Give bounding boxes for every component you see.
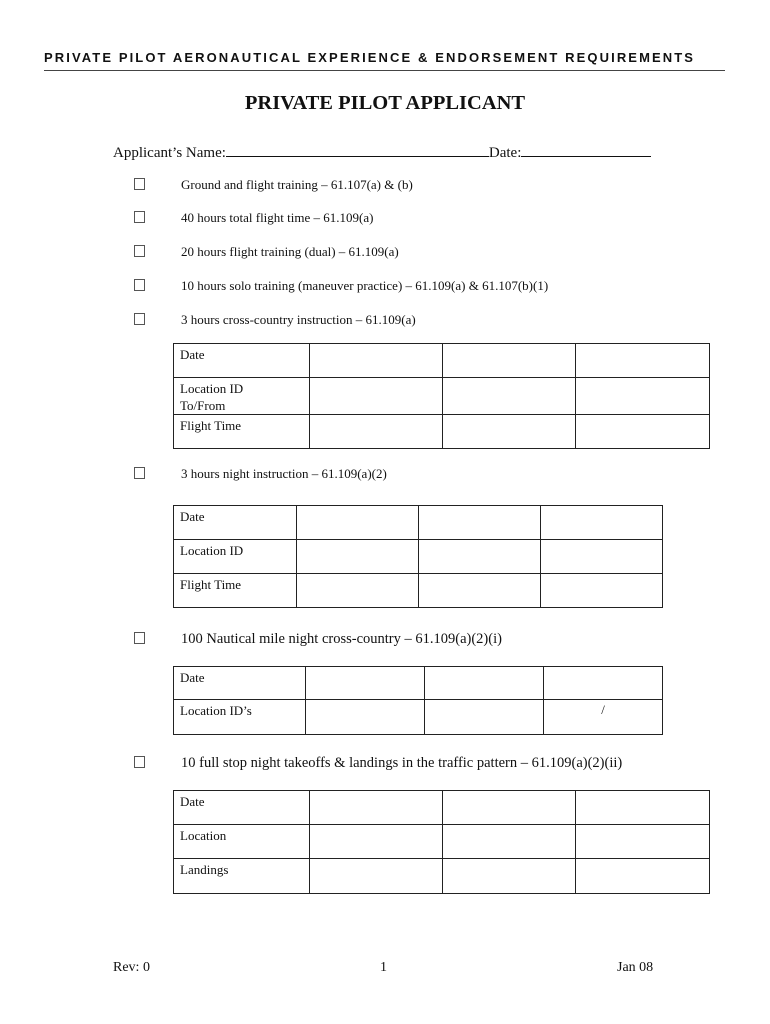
checkbox[interactable] <box>134 211 145 223</box>
checkbox[interactable] <box>134 178 145 190</box>
date-label: Date <box>174 667 306 700</box>
table-cell[interactable] <box>443 378 575 415</box>
cross-country-table <box>173 343 710 449</box>
table-cell[interactable] <box>310 859 443 894</box>
flight-time-label: Flight Time <box>174 415 310 449</box>
date-label: Date <box>174 791 310 825</box>
table-cell[interactable] <box>443 859 575 894</box>
table-cell[interactable] <box>575 415 709 449</box>
requirement-label: 3 hours cross-country instruction – 61.109(a) <box>181 312 416 327</box>
checkbox[interactable] <box>134 756 145 768</box>
table-cell[interactable] <box>419 574 541 608</box>
location-label <box>174 378 310 415</box>
requirement-item <box>134 755 622 772</box>
applicant-name-field[interactable] <box>226 142 489 157</box>
header-rule <box>44 70 725 71</box>
table-cell[interactable] <box>425 700 544 735</box>
requirement-item <box>134 631 502 648</box>
table-cell[interactable] <box>310 791 443 825</box>
table-cell[interactable] <box>419 540 541 574</box>
table-cell[interactable] <box>544 700 663 735</box>
requirement-label: 10 full stop night takeoffs & landings in the traffic pattern – 61.109(a)(2)(ii) <box>181 755 623 771</box>
date-label: Date: <box>488 145 522 161</box>
requirement-label: 100 Nautical mile night cross-country – 61.109(a)(2)(i) <box>181 631 502 647</box>
night-instruction-table <box>173 505 663 608</box>
applicant-date-field[interactable] <box>521 142 651 157</box>
table-cell[interactable] <box>310 378 443 415</box>
to-from-label: To/From <box>180 398 226 413</box>
checkbox[interactable] <box>134 467 145 479</box>
table-cell[interactable] <box>310 415 443 449</box>
requirement-label: 40 hours total flight time – 61.109(a) <box>181 210 374 225</box>
checkbox[interactable] <box>134 245 145 257</box>
night-cross-country-table <box>173 666 663 735</box>
requirement-item <box>134 278 548 294</box>
table-cell[interactable] <box>306 667 425 700</box>
table-cell[interactable] <box>575 825 709 859</box>
landings-label: Landings <box>174 859 310 894</box>
footer-page-number: 1 <box>380 960 387 975</box>
table-cell[interactable] <box>443 415 575 449</box>
requirement-item <box>134 244 399 260</box>
slash-separator: / <box>601 702 605 717</box>
table-cell[interactable] <box>306 700 425 735</box>
table-cell[interactable] <box>443 825 575 859</box>
table-cell[interactable] <box>541 506 663 540</box>
table-cell[interactable] <box>297 540 419 574</box>
requirement-label: 20 hours flight training (dual) – 61.109(a) <box>181 244 399 259</box>
document-header: PRIVATE PILOT AERONAUTICAL EXPERIENCE & ENDORSEMENT REQUIREMENTS <box>44 50 696 65</box>
location-label: Location <box>174 825 310 859</box>
applicant-row <box>113 142 651 162</box>
location-ids-label: Location ID’s <box>174 700 306 735</box>
table-cell[interactable] <box>544 667 663 700</box>
page-title: PRIVATE PILOT APPLICANT <box>244 92 526 114</box>
checkbox[interactable] <box>134 632 145 644</box>
table-cell[interactable] <box>297 574 419 608</box>
table-cell[interactable] <box>425 667 544 700</box>
requirement-label: Ground and flight training – 61.107(a) & (b) <box>181 177 413 192</box>
location-id-label: Location ID <box>180 381 244 396</box>
table-cell[interactable] <box>443 791 575 825</box>
requirement-item <box>134 312 416 328</box>
requirement-item <box>134 210 373 226</box>
table-cell[interactable] <box>575 344 709 378</box>
checkbox[interactable] <box>134 313 145 325</box>
footer-revision: Rev: 0 <box>113 960 150 975</box>
table-cell[interactable] <box>297 506 419 540</box>
requirement-label: 3 hours night instruction – 61.109(a)(2) <box>181 466 387 481</box>
table-cell[interactable] <box>310 344 443 378</box>
footer-date: Jan 08 <box>617 960 654 975</box>
table-cell[interactable] <box>541 540 663 574</box>
date-label: Date <box>174 344 310 378</box>
checkbox[interactable] <box>134 279 145 291</box>
table-cell[interactable] <box>575 378 709 415</box>
flight-time-label: Flight Time <box>174 574 297 608</box>
table-cell[interactable] <box>310 825 443 859</box>
requirement-label: 10 hours solo training (maneuver practice) – 61.109(a) & 61.107(b)(1) <box>181 278 549 293</box>
table-cell[interactable] <box>541 574 663 608</box>
table-cell[interactable] <box>575 859 709 894</box>
table-cell[interactable] <box>443 344 575 378</box>
date-label: Date <box>174 506 297 540</box>
location-id-label: Location ID <box>174 540 297 574</box>
landings-table <box>173 790 710 894</box>
requirement-item <box>134 177 413 193</box>
applicant-name-label: Applicant’s Name: <box>113 145 226 161</box>
requirement-item <box>134 466 387 482</box>
table-cell[interactable] <box>419 506 541 540</box>
table-cell[interactable] <box>575 791 709 825</box>
